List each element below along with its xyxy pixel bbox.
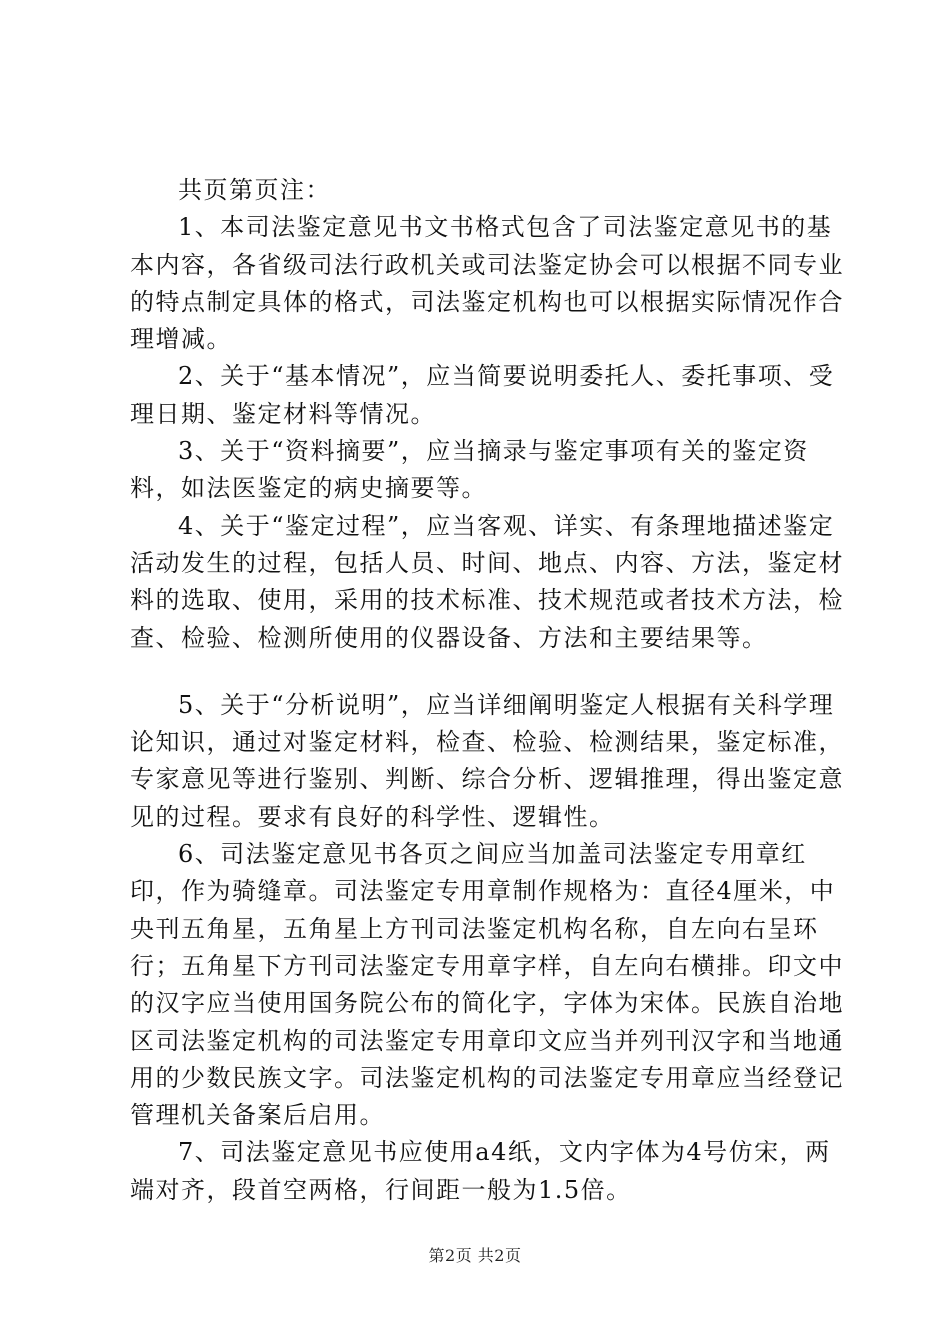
paragraph-note-5: 5、关于“分析说明”，应当详细阐明鉴定人根据有关科学理论知识，通过对鉴定材料，检查、检验、检测结果，鉴定标准，专家意见等进行鉴别、判断、综合分析、逻辑推理，得出鉴定意见的过程。要求有良好的科学性、逻辑性。 xyxy=(130,690,844,831)
paragraph-note-7: 7、司法鉴定意见书应使用a4纸，文内字体为4号仿宋，两端对齐，段首空两格，行间距一般为1.5倍。 xyxy=(130,1138,831,1204)
paragraph-header-note: 共页第页注： xyxy=(178,176,331,204)
paragraph-note-3: 3、关于“资料摘要”，应当摘录与鉴定事项有关的鉴定资料，如法医鉴定的病史摘要等。 xyxy=(130,437,809,503)
page-footer: 第2页 共2页 xyxy=(428,1246,522,1265)
paragraph-note-4: 4、关于“鉴定过程”，应当客观、详实、有条理地描述鉴定活动发生的过程，包括人员、时间、地点、内容、方法，鉴定材料的选取、使用，采用的技术标准、技术规范或者技术方法，检查、检验、检测所使用的仪器设备、方法和主要结果等。 xyxy=(130,511,844,652)
paragraph-note-1: 1、本司法鉴定意见书文书格式包含了司法鉴定意见书的基本内容，各省级司法行政机关或司法鉴定协会可以根据不同专业的特点制定具体的格式，司法鉴定机构也可以根据实际情况作合理增减。 xyxy=(130,213,844,354)
document-body xyxy=(130,172,855,1209)
paragraph-spacer xyxy=(130,657,855,687)
paragraph-note-6: 6、司法鉴定意见书各页之间应当加盖司法鉴定专用章红印，作为骑缝章。司法鉴定专用章制作规格为：直径4厘米，中央刊五角星，五角星上方刊司法鉴定机构名称，自左向右呈环行；五角星下方刊司法鉴定专用章字样，自左向右横排。印文中的汉字应当使用国务院公布的简化字，字体为宋体。民族自治地区司法鉴定机构的司法鉴定专用章印文应当并列刊汉字和当地通用的少数民族文字。司法鉴定机构的司法鉴定专用章应当经登记管理机关备案后启用。 xyxy=(130,840,844,1130)
paragraph-note-2: 2、关于“基本情况”，应当简要说明委托人、委托事项、受理日期、鉴定材料等情况。 xyxy=(130,362,835,428)
